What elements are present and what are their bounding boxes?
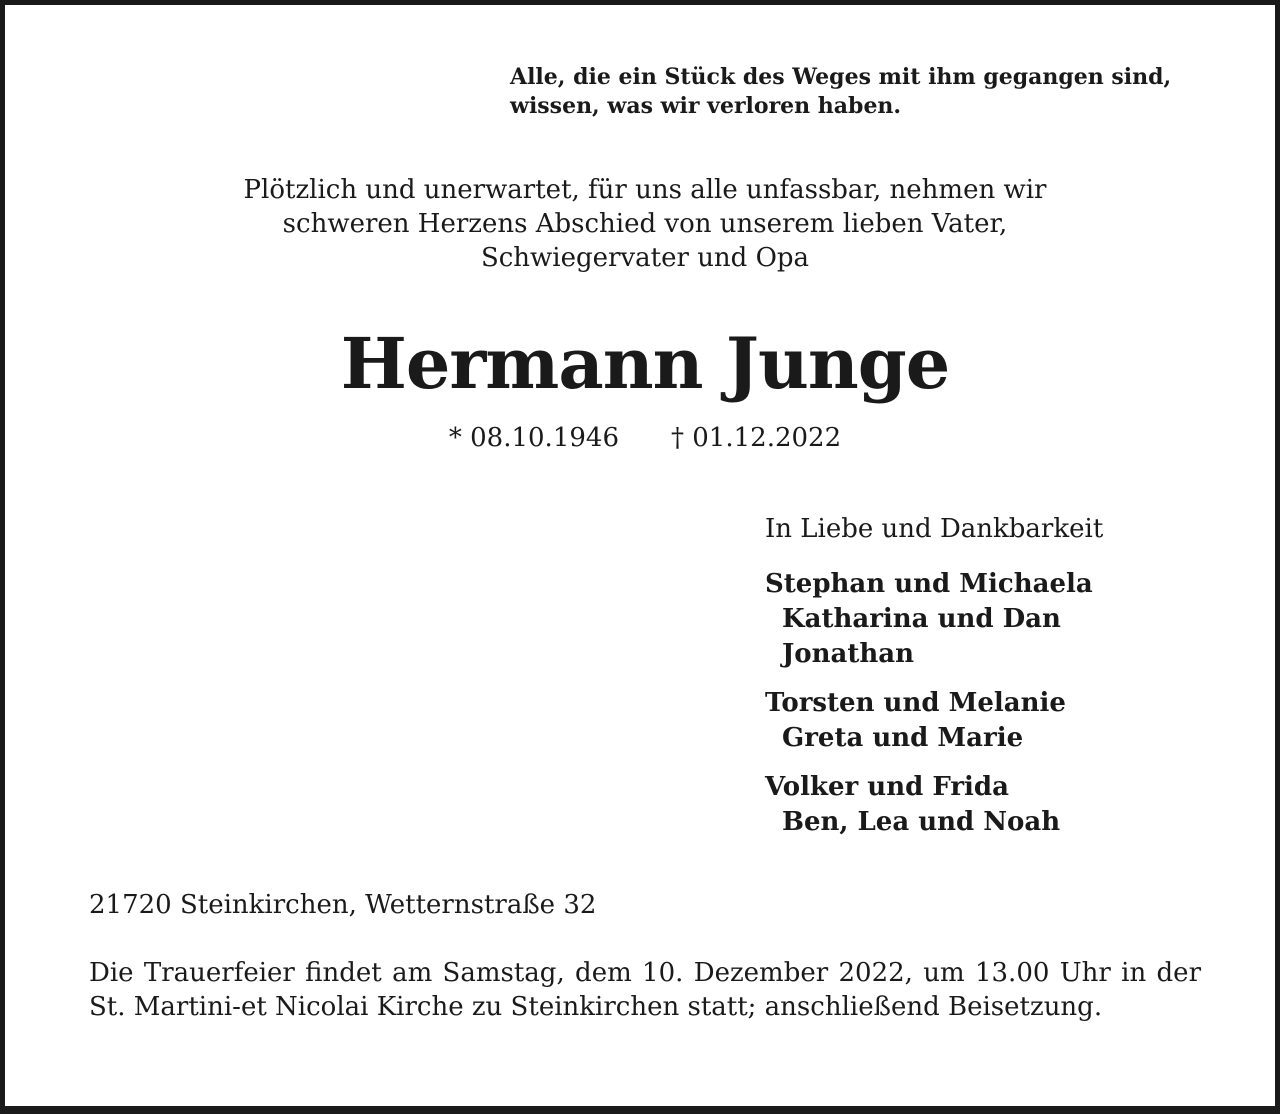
life-dates	[5, 421, 1280, 455]
farewell-phrase: In Liebe und Dankbarkeit	[765, 514, 1104, 544]
mourner-line: Volker und Frida	[765, 772, 1009, 802]
mourner-line: Katharina und Dan	[782, 604, 1061, 634]
intro-line: schweren Herzens Abschied von unserem lieben Vater,	[282, 209, 1008, 239]
family-address: 21720 Steinkirchen, Wetternstraße 32	[89, 890, 597, 920]
deceased-name: Hermann Junge	[340, 322, 950, 405]
mourner-line: Stephan und Michaela	[765, 569, 1093, 599]
mourners-list	[765, 567, 1093, 840]
death-date: † 01.12.2022	[671, 423, 842, 453]
mourner-line: Torsten und Melanie	[765, 688, 1066, 718]
mourner-group	[765, 686, 1093, 756]
motto-line: Alle, die ein Stück des Weges mit ihm gegangen sind,	[510, 64, 1172, 90]
intro-line: Plötzlich und unerwartet, für uns alle unfassbar, nehmen wir	[243, 175, 1047, 205]
mourner-group	[765, 567, 1093, 672]
birth-date: * 08.10.1946	[448, 423, 619, 453]
mourner-line: Jonathan	[782, 639, 915, 669]
mourner-group	[765, 770, 1093, 840]
funeral-service-info: Die Trauerfeier findet am Samstag, dem 10. Dezember 2022, um 13.00 Uhr in der St. Martini-et Nicolai Kirche zu Steinkirchen statt; anschließend Beisetzung.	[89, 958, 1201, 1022]
mourner-line: Ben, Lea und Noah	[782, 807, 1061, 837]
intro-text	[5, 173, 1280, 275]
mourner-line: Greta und Marie	[782, 723, 1024, 753]
motto-line: wissen, was wir verloren haben.	[510, 93, 902, 119]
intro-line: Schwiegervater und Opa	[480, 243, 810, 273]
motto-quote	[510, 63, 1230, 121]
